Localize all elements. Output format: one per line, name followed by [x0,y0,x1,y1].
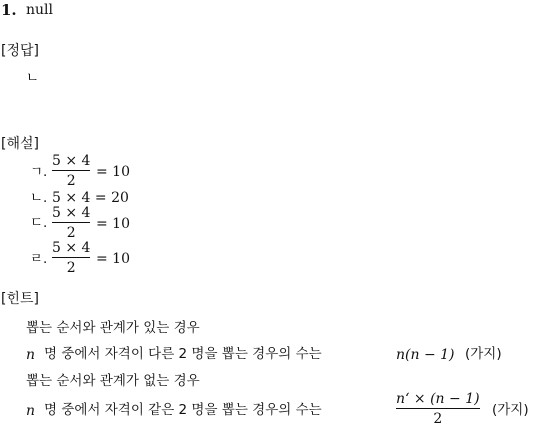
hint-line-4-variable: n [26,403,36,419]
explanation-fraction-3 [52,205,90,241]
explanation-result-4: = 10 [96,251,130,267]
fraction-numerator: 5 × 4 [52,153,91,169]
explanation-header: [해설] [1,136,39,152]
hint-line-2-text: 명 중에서 자격이 다른 2 명을 뽑는 경우의 수는 [44,346,322,362]
hint-line-2-variable: n [26,347,36,363]
hint-line-2-expression: n(n − 1) [396,347,455,363]
answer-header: [정답] [1,43,39,59]
explanation-expression-2: 5 × 4 = 20 [52,190,129,206]
hint-line-4-fraction [396,391,480,427]
question-number: 1. [1,1,17,19]
fraction-bar [52,257,90,258]
fraction-bar [52,170,90,171]
hint-line-4-unit: (가지) [492,402,529,418]
explanation-marker-4: ㄹ. [30,251,48,267]
hint-header: [힌트] [1,291,39,307]
fraction-bar [396,408,480,409]
fraction-denominator: 2 [433,411,443,427]
explanation-fraction-1 [52,153,90,189]
question-text: null [26,2,53,18]
hint-line-2-unit: (가지) [465,346,502,362]
hint-line-4-text: 명 중에서 자격이 같은 2 명을 뽑는 경우의 수는 [44,402,322,418]
explanation-result-1: = 10 [96,164,130,180]
hint-line-3: 뽑는 순서와 관계가 없는 경우 [26,373,200,389]
fraction-numerator: n‘ × (n − 1) [396,391,480,407]
explanation-marker-1: ㄱ. [30,164,48,180]
fraction-bar [52,222,90,223]
fraction-denominator: 2 [66,260,76,276]
answer-value: ㄴ [26,70,40,86]
explanation-result-3: = 10 [96,216,130,232]
fraction-numerator: 5 × 4 [52,240,91,256]
explanation-marker-2: ㄴ. [30,190,48,206]
fraction-denominator: 2 [66,173,76,189]
fraction-numerator: 5 × 4 [52,205,91,221]
explanation-fraction-4 [52,240,90,276]
hint-line-1: 뽑는 순서와 관계가 있는 경우 [26,320,200,336]
explanation-marker-3: ㄷ. [30,215,48,231]
fraction-denominator: 2 [66,225,76,241]
